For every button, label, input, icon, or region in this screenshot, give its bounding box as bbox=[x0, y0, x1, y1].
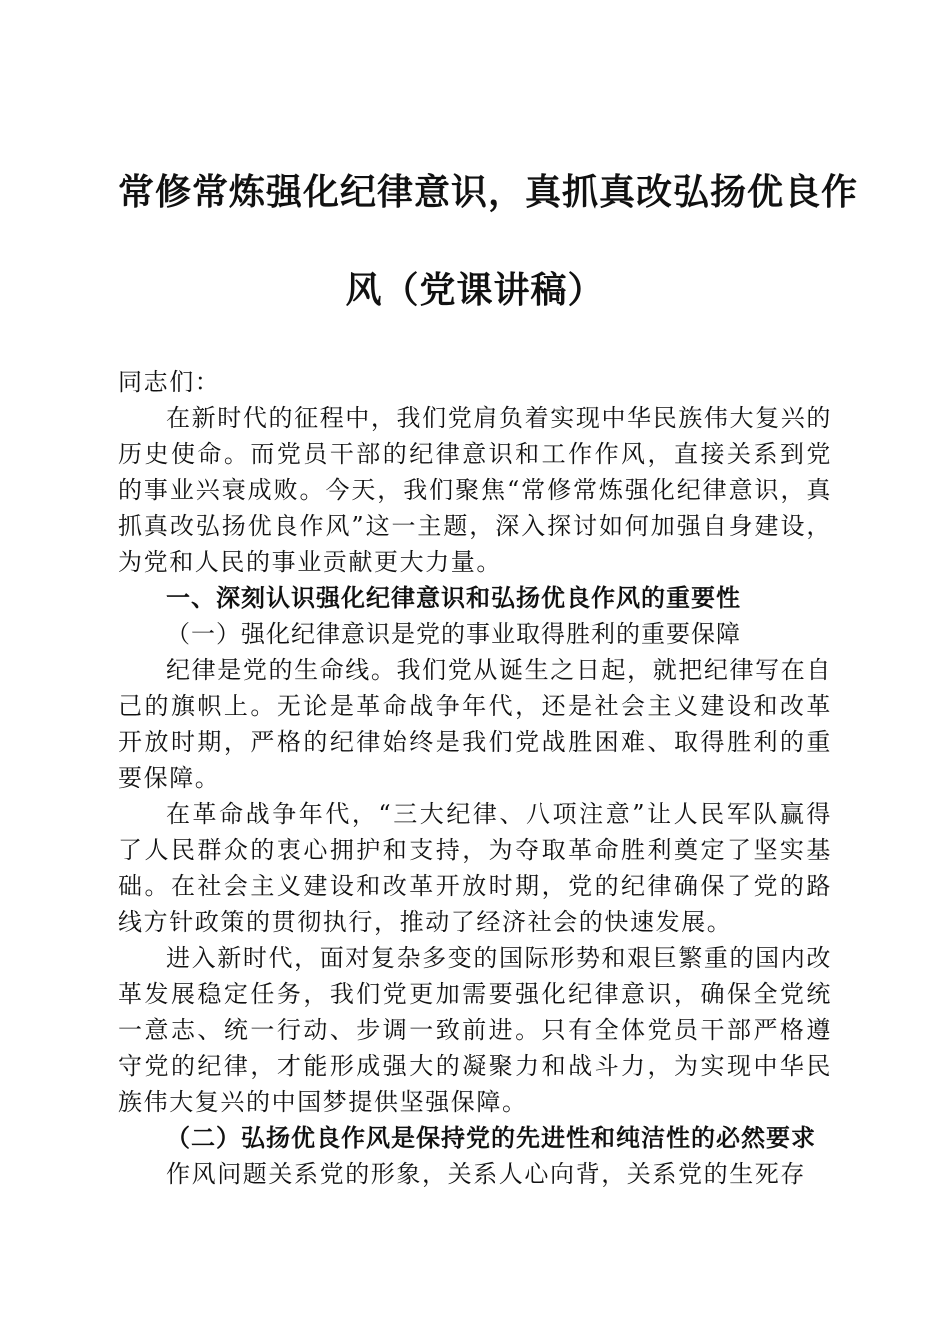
section-heading-1: 一、深刻认识强化纪律意识和弘扬优良作风的重要性 bbox=[166, 584, 741, 612]
paragraph: 作风问题关系党的形象，关系人心向背，关系党的生死存 bbox=[166, 1160, 806, 1188]
paragraph: 纪律是党的生命线。我们党从诞生之日起，就把纪律写在自己的旗帜上。无论是革命战争年代，还是社会主义建设和改革开放时期，严格的纪律始终是我们党战胜困难、取得胜利的重要保障。 bbox=[118, 656, 832, 792]
document-body bbox=[118, 364, 832, 1192]
paragraph: 在革命战争年代，“三大纪律、八项注意”让人民军队赢得了人民群众的衷心拥护和支持，为夺取革命胜利奠定了坚实基础。在社会主义建设和改革开放时期，党的纪律确保了党的路线方针政策的贯彻执行，推动了经济社会的快速发展。 bbox=[118, 800, 832, 936]
paragraph: 进入新时代，面对复杂多变的国际形势和艰巨繁重的国内改革发展稳定任务，我们党更加需要强化纪律意识，确保全党统一意志、统一行动、步调一致前进。只有全体党员干部严格遵守党的纪律，才能形成强大的凝聚力和战斗力，为实现中华民族伟大复兴的中国梦提供坚强保障。 bbox=[118, 944, 832, 1116]
document-title-line2: 风（党课讲稿） bbox=[345, 269, 605, 311]
greeting: 同志们： bbox=[118, 368, 221, 396]
document-title-line1: 常修常炼强化纪律意识，真抓真改弘扬优良作 bbox=[118, 171, 859, 213]
intro-paragraph: 在新时代的征程中，我们党肩负着实现中华民族伟大复兴的历史使命。而党员干部的纪律意识和工作作风，直接关系到党的事业兴衰成败。今天，我们聚焦“常修常炼强化纪律意识，真抓真改弘扬优良作风”这一主题，深入探讨如何加强自身建设，为党和人民的事业贡献更大力量。 bbox=[118, 404, 832, 576]
subsection-heading-1: （一）强化纪律意识是党的事业取得胜利的重要保障 bbox=[166, 620, 741, 648]
subsection-heading-2: （二）弘扬优良作风是保持党的先进性和纯洁性的必然要求 bbox=[166, 1123, 816, 1152]
